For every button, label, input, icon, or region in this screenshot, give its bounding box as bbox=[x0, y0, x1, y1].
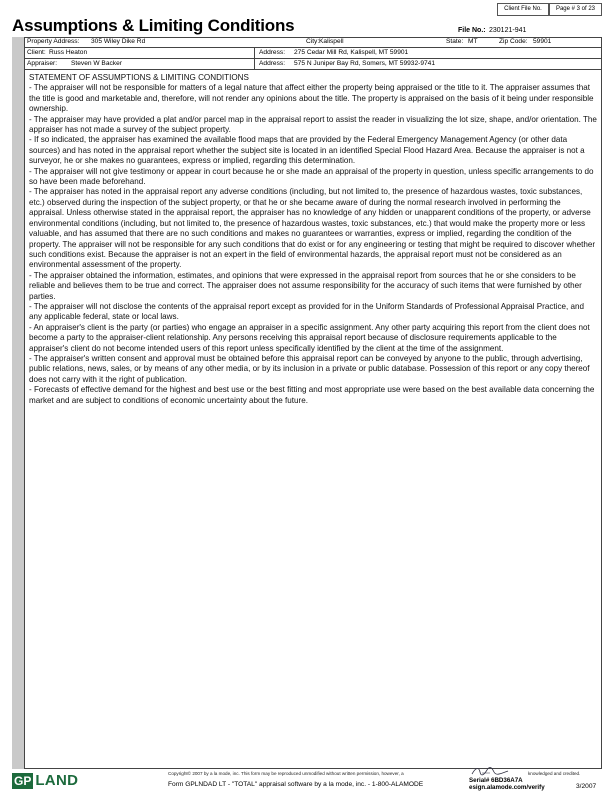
state-value: MT bbox=[468, 38, 478, 45]
signature-icon bbox=[470, 765, 510, 777]
condition-paragraph: - The appraiser will not be responsible for matters of a legal nature that affect either the property being appraised or the title to it. The appraiser assumes that the title is good and marketable and, therefore, will not render any opinions about the title. The property is appraised on the basis of it being under responsible ownership. bbox=[29, 83, 594, 114]
copyright-notice-end: knowledged and credited. bbox=[528, 771, 581, 776]
condition-paragraph: - The appraiser will not disclose the contents of the appraisal report except as provided for in the Uniform Standards of Professional Appraisal Practice, and any applicable federal, state or local laws. bbox=[29, 301, 585, 322]
file-no-value: 230121-941 bbox=[489, 27, 527, 34]
form-version: 3/2007 bbox=[576, 783, 597, 790]
condition-paragraph: - If so indicated, the appraiser has examined the available flood maps that are provided by the Federal Emergency Management Agency (or other data sources) and has noted in the appraisal report whether the subject site is located in an identified Special Flood Hazard Area. Because the appraiser is not a surveyor, he or she makes no guarantees, express or implied, regarding this determination. bbox=[29, 135, 585, 166]
condition-paragraph: - The appraiser may have provided a plat and/or parcel map in the appraisal report to assist the reader in visualizing the lot size, shape, and/or orientation. The appraiser has not made a survey of the subject property. bbox=[29, 114, 597, 135]
file-no-label: File No.: bbox=[458, 27, 486, 34]
client-value: Russ Heaton bbox=[49, 49, 88, 56]
appraiser-row-divider bbox=[254, 59, 255, 69]
client-file-no-box bbox=[497, 3, 549, 16]
logo-gp: GP bbox=[14, 773, 32, 788]
appraiser-value: Steven W Backer bbox=[71, 60, 122, 67]
appraiser-row bbox=[25, 59, 602, 70]
client-address-label: Address: bbox=[259, 49, 286, 56]
gp-land-logo bbox=[12, 772, 78, 789]
page-number-label: Page # 3 of 23 bbox=[555, 6, 596, 12]
page-title: Assumptions & Limiting Conditions bbox=[12, 16, 295, 35]
copyright-notice: Copyright© 2007 by a la mode, inc. This form may be reproduced unmodified without written permission, however, a bbox=[168, 771, 404, 776]
appraiser-address-value: 575 N Juniper Bay Rd, Somers, MT 59932-9741 bbox=[294, 60, 435, 67]
city-label: City: bbox=[306, 38, 320, 45]
verify-url: esign.alamode.com/verify bbox=[469, 784, 545, 791]
esign-serial bbox=[469, 777, 545, 791]
client-row bbox=[25, 48, 602, 59]
statement-heading: STATEMENT OF ASSUMPTIONS & LIMITING CONDITIONS bbox=[29, 73, 249, 82]
serial-number: Serial# 6BD36A7A bbox=[469, 777, 523, 784]
condition-paragraph: - The appraiser's written consent and approval must be obtained before this appraisal report can be conveyed by anyone to the public, through advertising, public relations, news, sales, or by means of any other media, or by its inclusion in a private or public database. Possession of this report or any copy thereof does not carry with it the right of publication. bbox=[29, 353, 590, 384]
page-number-box bbox=[549, 3, 602, 16]
property-address-label: Property Address: bbox=[27, 38, 80, 45]
left-margin-bar bbox=[12, 37, 25, 769]
zip-value: 59901 bbox=[533, 38, 552, 45]
condition-paragraph: - The appraiser obtained the information, estimates, and opinions that were expressed in the appraisal report from sources that he or she considers to be reliable and believes them to be true and correct. The appraiser does not assume responsibility for the accuracy of such items that were furnished by other parties. bbox=[29, 270, 582, 301]
appraiser-address-label: Address: bbox=[259, 60, 286, 67]
form-info-line: Form GPLNDAD LT - "TOTAL" appraisal software by a la mode, inc. - 1-800-ALAMODE bbox=[168, 781, 424, 788]
condition-paragraph: - The appraiser has noted in the appraisal report any adverse conditions (including, but not limited to, the presence of hazardous wastes, toxic substances, etc.) observed during the inspection of the subject property, or that he or she became aware of during the normal research involved in performing the appraisal. Unless otherwise stated in the appraisal report, the appraiser has no knowledge of any hidden or unapparent conditions of the property, or adverse environmental conditions (including, but not limited to, the presence of hazardous wastes, toxic substances, etc.) that would make the property more or less valuable, and has assumed that there are no such conditions and makes no guarantees or warranties, express or implied, regarding the condition of the property. The appraiser will not be responsible for any such conditions that do exist or for any engineering or testing that might be required to discover whether such conditions exist. Because the appraiser is not an expert in the field of environmental hazards, the appraisal report must not be considered as an environmental assessment of the property. bbox=[29, 187, 596, 270]
property-address-value: 305 Wiley Dike Rd bbox=[91, 38, 146, 45]
property-address-row bbox=[25, 37, 602, 48]
client-row-divider bbox=[254, 48, 255, 58]
state-label: State: bbox=[446, 38, 464, 45]
logo-land: LAND bbox=[35, 772, 79, 789]
client-file-no-label: Client File No. bbox=[504, 6, 542, 12]
appraiser-label: Appraiser: bbox=[27, 60, 58, 67]
client-label: Client: bbox=[27, 49, 46, 56]
condition-paragraph: - Forecasts of effective demand for the highest and best use or the best fitting and most appropriate use were based on the best available data concerning the market and are subject to conditions of economic uncertainty about the future. bbox=[29, 385, 595, 405]
condition-paragraph: - An appraiser's client is the party (or parties) who engage an appraiser in a specific assignment. Any other party acquiring this report from the client does not become a party to the appraiser-client relationship. Any persons receiving this appraisal report because of disclosure requirements applicable to the appraiser's client do not become intended users of this report unless specifically identified by the client at the time of the assignment. bbox=[29, 322, 590, 353]
condition-paragraph: - The appraiser will not give testimony or appear in court because he or she made an appraisal of the property in question, unless specific arrangements to do so have been made beforehand. bbox=[29, 166, 594, 187]
zip-label: Zip Code: bbox=[499, 38, 528, 45]
client-address-value: 275 Cedar Mill Rd, Kalispell, MT 59901 bbox=[294, 49, 409, 56]
city-value: Kalispell bbox=[319, 38, 344, 45]
assumptions-statement bbox=[29, 73, 597, 406]
